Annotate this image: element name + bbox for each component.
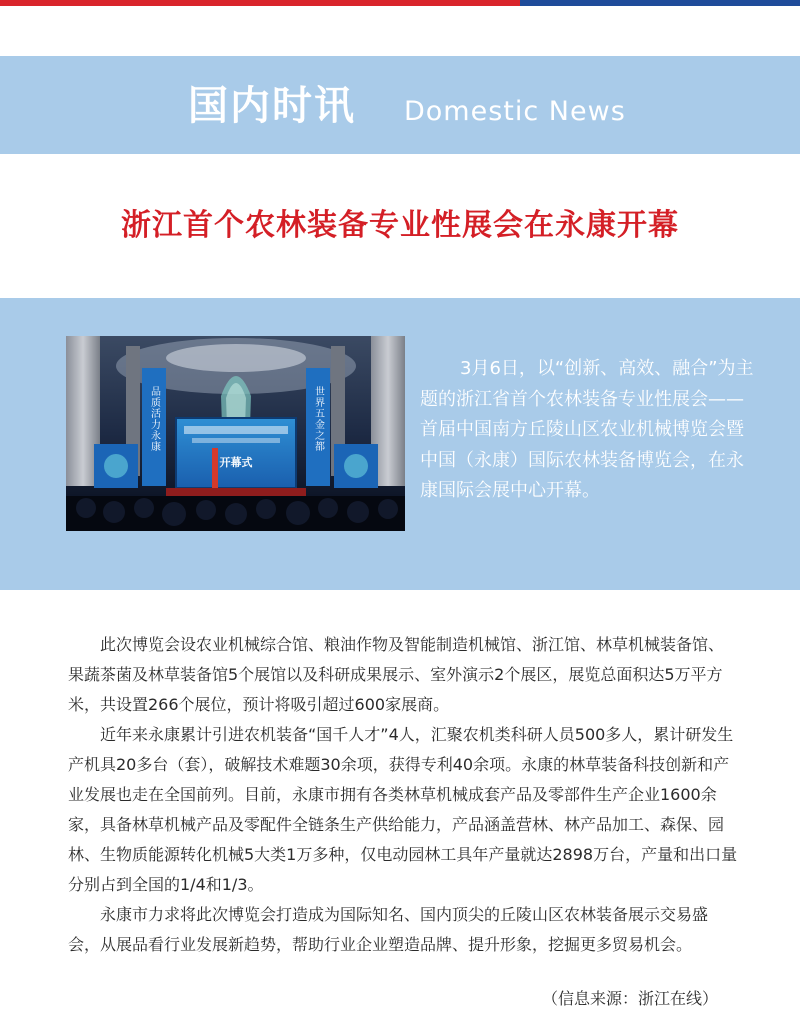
feature-block [0, 298, 800, 590]
top-stripe-blue [520, 0, 800, 6]
section-banner [0, 56, 800, 154]
opening-ceremony-photo [66, 336, 405, 531]
article-body [68, 630, 738, 960]
left-banner-text: 品质活力永康 [148, 386, 160, 452]
source-credit: （信息来源：浙江在线） [541, 989, 718, 1008]
right-banner-text: 世界五金之都 [312, 386, 324, 452]
paragraph-goals: 永康市力求将此次博览会打造成为国际知名、国内顶尖的丘陵山区农林装备展示交易盛会，从展品看行业发展新趋势，帮助行业企业塑造品牌、提升形象，挖掘更多贸易机会。 [68, 905, 709, 954]
banner-title-cn: 国内时讯 [188, 83, 356, 129]
top-stripe [0, 0, 800, 6]
paragraph-industry-strength: 近年来永康累计引进农机装备“国千人才”4人，汇聚农机类科研人员500多人，累计研发生产机具20多台（套），破解技术难题30余项，获得专利40余项。永康的林草装备科技创新和产业发展也走在全国前列。目前，永康市拥有各类林草机械成套产品及零部件生产企业1600余家，具备林草机械产品及零配件全链条生产供给能力，产品涵盖营林、林产品加工、森保、园林、生物质能源转化机械5大类1万多种，仅电动园林工具年产量就达2898万台，产量和出口量分别占到全国的1/4和1/3。 [68, 725, 738, 894]
article-headline: 浙江首个农林装备专业性展会在永康开幕 [121, 208, 679, 243]
feature-lead-text [420, 354, 760, 507]
screen-title-text: 开幕式 [219, 456, 253, 469]
paragraph-exhibition-overview: 此次博览会设农业机械综合馆、粮油作物及智能制造机械馆、浙江馆、林草机械装备馆、果蔬茶菌及林草装备馆5个展馆以及科研成果展示、室外演示2个展区，展览总面积达5万平方米，共设置266个展位，预计将吸引超过600家展商。 [68, 635, 725, 714]
top-stripe-red [0, 0, 520, 6]
banner-title-en: Domestic News [404, 96, 626, 127]
lead-paragraph: 3月6日，以“创新、高效、融合”为主题的浙江省首个农林装备专业性展会——首届中国南方丘陵山区农业机械博览会暨中国（永康）国际农林装备博览会，在永康国际会展中心开幕。 [420, 358, 754, 501]
